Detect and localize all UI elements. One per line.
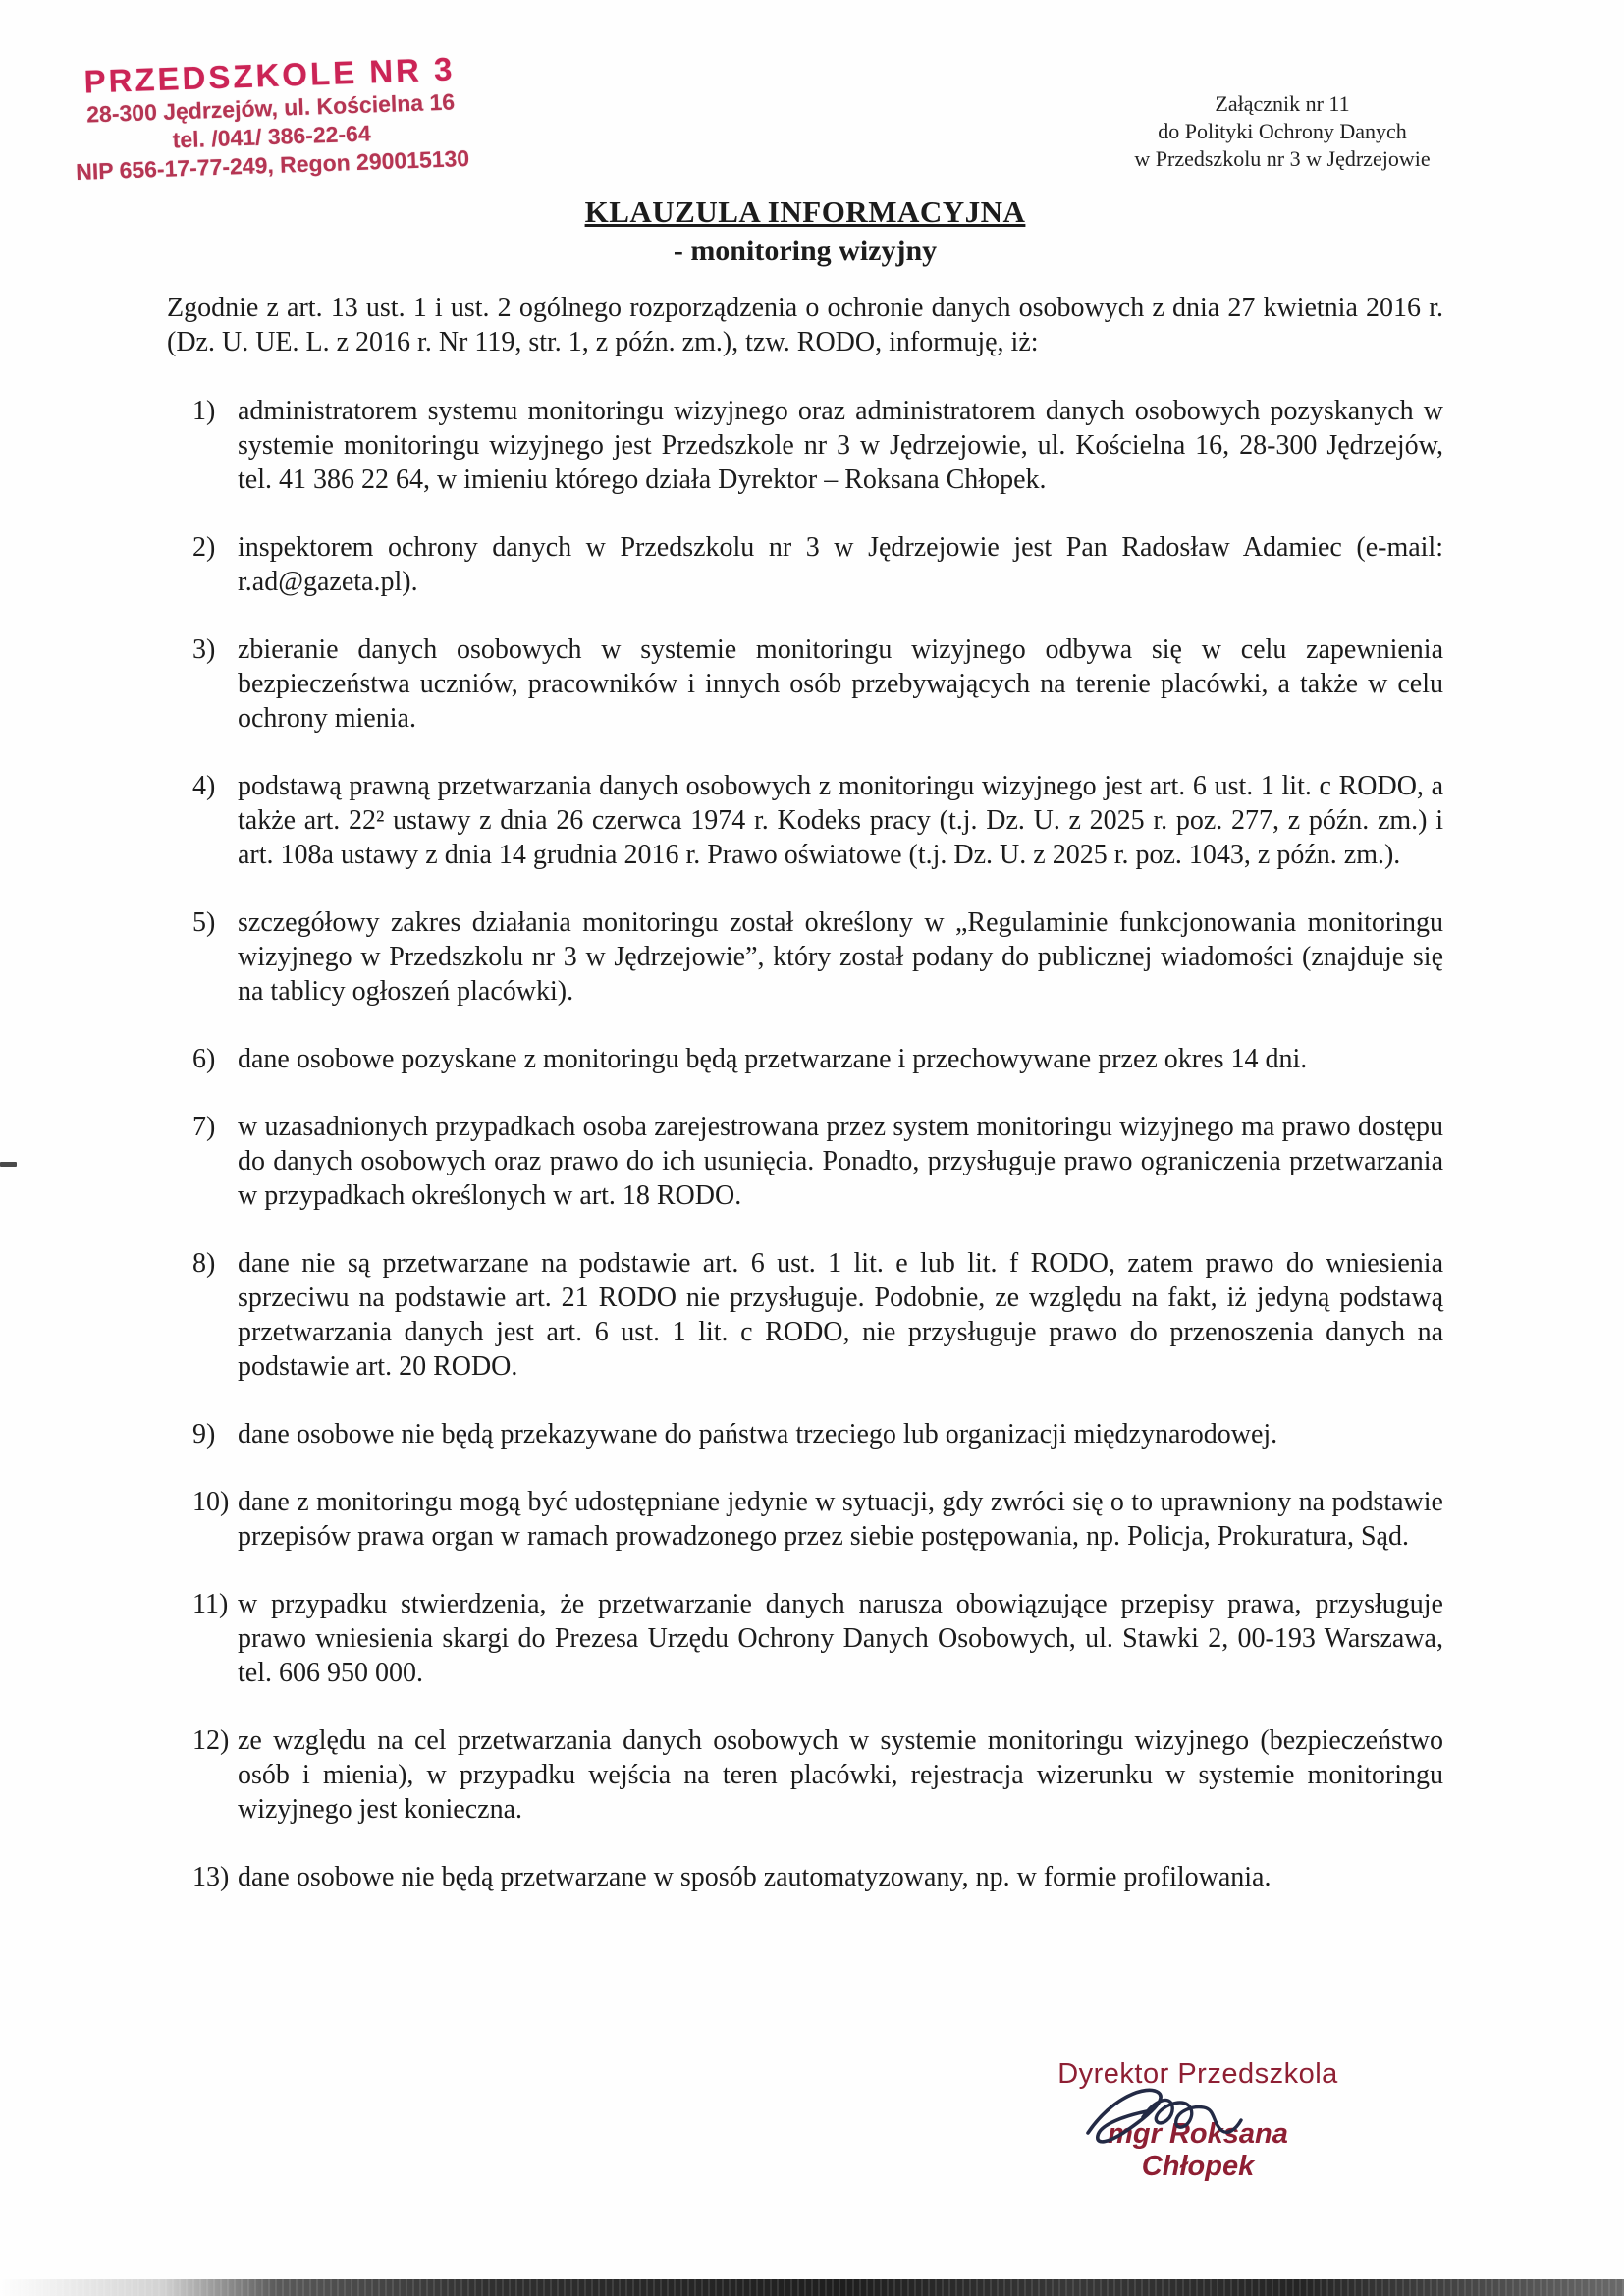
list-item: [167, 905, 1443, 1009]
institution-stamp-nip-regon: NIP 656-17-77-249, Regon 290015130: [75, 144, 470, 185]
list-item-number: 5): [192, 907, 216, 938]
list-item-text: ze względu na cel przetwarzania danych osobowych w systemie monitoringu wizyjnego (bezpieczeństwo osób i mienia), w przypadku wejścia na teren placówki, rejestracja wizerunku w systemie monitoringu wizyjnego jest konieczna.: [238, 1725, 1443, 1825]
attachment-institution: w Przedszkolu nr 3 w Jędrzejowie: [1134, 146, 1431, 171]
intro-paragraph: Zgodnie z art. 13 ust. 1 i ust. 2 ogólnego rozporządzenia o ochronie danych osobowych z dnia 27 kwietnia 2016 r. (Dz. U. UE. L. z 2016 r. Nr 119, str. 1, z późn. zm.), tzw. RODO, informuję, iż:: [167, 293, 1443, 357]
list-item-text: podstawą prawną przetwarzania danych osobowych z monitoringu wizyjnego jest art. 6 ust. 1 lit. c RODO, a także art. 22² ustawy z dnia 26 czerwca 1974 r. Kodeks pracy (t.j. Dz. U. z 2025 r. poz. 277, z późn. zm.) i art. 108a ustawy z dnia 14 grudnia 2016 r. Prawo oświatowe (t.j. Dz. U. z 2025 r. poz. 1043, z późn. zm.).: [238, 771, 1443, 870]
signature-name-stamp: mgr Roksana Chłopek: [1108, 2118, 1288, 2182]
list-item: [167, 530, 1443, 599]
signature-role-stamp: Dyrektor Przedszkola: [1057, 2058, 1338, 2090]
list-item: [167, 394, 1443, 497]
document-body: [167, 291, 1443, 1928]
attachment-number: Załącznik nr 11: [1215, 91, 1350, 116]
list-item-text: dane z monitoringu mogą być udostępniane jedynie w sytuacji, gdy zwróci się o to uprawniony na podstawie przepisów prawa organ w ramach prowadzonego przez siebie postępowania, np. Policja, Prokuratura, Sąd.: [238, 1487, 1443, 1552]
document-title: KLAUZULA INFORMACYJNA: [584, 194, 1026, 229]
list-item-text: zbieranie danych osobowych w systemie monitoringu wizyjnego odbywa się w celu zapewnienia bezpieczeństwa uczniów, pracowników i innych osób przebywających na terenie placówki, a także w celu ochrony mienia.: [238, 634, 1443, 734]
attachment-policy: do Polityki Ochrony Danych: [1158, 119, 1407, 143]
institution-stamp-name: PRZEDSZKOLE NR 3: [82, 50, 457, 100]
list-item-number: 1): [192, 396, 216, 426]
list-item-number: 7): [192, 1112, 216, 1142]
list-item-text: dane osobowe pozyskane z monitoringu będą przetwarzane i przechowywane przez okres 14 dni.: [238, 1044, 1308, 1074]
scan-bottom-edge-band: [0, 2279, 1624, 2296]
list-item-text: administratorem systemu monitoringu wizyjnego oraz administratorem danych osobowych pozyskanych w systemie monitoringu wizyjnego jest Przedszkole nr 3 w Jędrzejowie, ul. Kościelna 16, 28-300 Jędrzejów, tel. 41 386 22 64, w imieniu którego działa Dyrektor – Roksana Chłopek.: [238, 396, 1443, 495]
list-item: [167, 1485, 1443, 1554]
clause-list: [167, 394, 1443, 1894]
list-item-number: 12): [192, 1725, 230, 1756]
list-item-text: w przypadku stwierdzenia, że przetwarzanie danych narusza obowiązujące przepisy prawa, przysługuje prawo wniesienia skargi do Prezesa Urzędu Ochrony Danych Osobowych, ul. Stawki 2, 00-193 Warszawa, tel. 606 950 000.: [238, 1589, 1443, 1688]
list-item-text: inspektorem ochrony danych w Przedszkolu nr 3 w Jędrzejowie jest Pan Radosław Adamiec (e-mail: r.ad@gazeta.pl).: [238, 532, 1443, 597]
list-item-number: 4): [192, 771, 216, 801]
list-item-text: w uzasadnionych przypadkach osoba zarejestrowana przez system monitoringu wizyjnego ma prawo dostępu do danych osobowych oraz prawo do ich usunięcia. Ponadto, przysługuje prawo ograniczenia przetwarzania w przypadkach określonych w art. 18 RODO.: [238, 1112, 1443, 1211]
list-item-text: dane osobowe nie będą przetwarzane w sposób zautomatyzowany, np. w formie profilowania.: [238, 1862, 1272, 1892]
list-item-number: 6): [192, 1044, 216, 1074]
list-item-text: dane osobowe nie będą przekazywane do państwa trzeciego lub organizacji międzynarodowej.: [238, 1419, 1278, 1449]
list-item-number: 8): [192, 1248, 216, 1279]
institution-stamp-phone: tel. /041/ 386-22-64: [172, 120, 372, 153]
list-item-text: dane nie są przetwarzane na podstawie art. 6 ust. 1 lit. e lub lit. f RODO, zatem prawo do wniesienia sprzeciwu na podstawie art. 21 RODO nie przysługuje. Podobnie, ze względu na fakt, iż jedyną podstawą przetwarzania danych jest art. 6 ust. 1 lit. c RODO, nie przysługuje prawo do przenoszenia danych na podstawie art. 20 RODO.: [238, 1248, 1443, 1382]
list-item: [167, 1723, 1443, 1827]
list-item: [167, 1587, 1443, 1690]
list-item-number: 13): [192, 1862, 230, 1892]
institution-stamp: [63, 50, 479, 188]
list-item-number: 9): [192, 1419, 216, 1449]
attachment-reference: [1117, 90, 1447, 173]
signature-block: [1051, 2058, 1345, 2183]
institution-stamp-address: 28-300 Jędrzejów, ul. Kościelna 16: [85, 88, 456, 128]
scan-edge-artifact: [0, 1162, 17, 1167]
list-item: [167, 1246, 1443, 1384]
list-item: [167, 1860, 1443, 1894]
list-item: [167, 1042, 1443, 1076]
document-subtitle: - monitoring wizyjny: [673, 235, 938, 267]
list-item-text: szczegółowy zakres działania monitoringu został określony w „Regulaminie funkcjonowania monitoringu wizyjnego w Przedszkolu nr 3 w Jędrzejowie”, który został podany do publicznej wiadomości (znajduje się na tablicy ogłoszeń placówki).: [238, 907, 1443, 1007]
list-item-number: 11): [192, 1589, 229, 1619]
list-item: [167, 1110, 1443, 1213]
list-item: [167, 1417, 1443, 1451]
document-title-block: [167, 194, 1443, 268]
list-item: [167, 769, 1443, 872]
list-item-number: 10): [192, 1487, 230, 1517]
list-item-number: 2): [192, 532, 216, 563]
list-item-number: 3): [192, 634, 216, 665]
list-item: [167, 632, 1443, 736]
